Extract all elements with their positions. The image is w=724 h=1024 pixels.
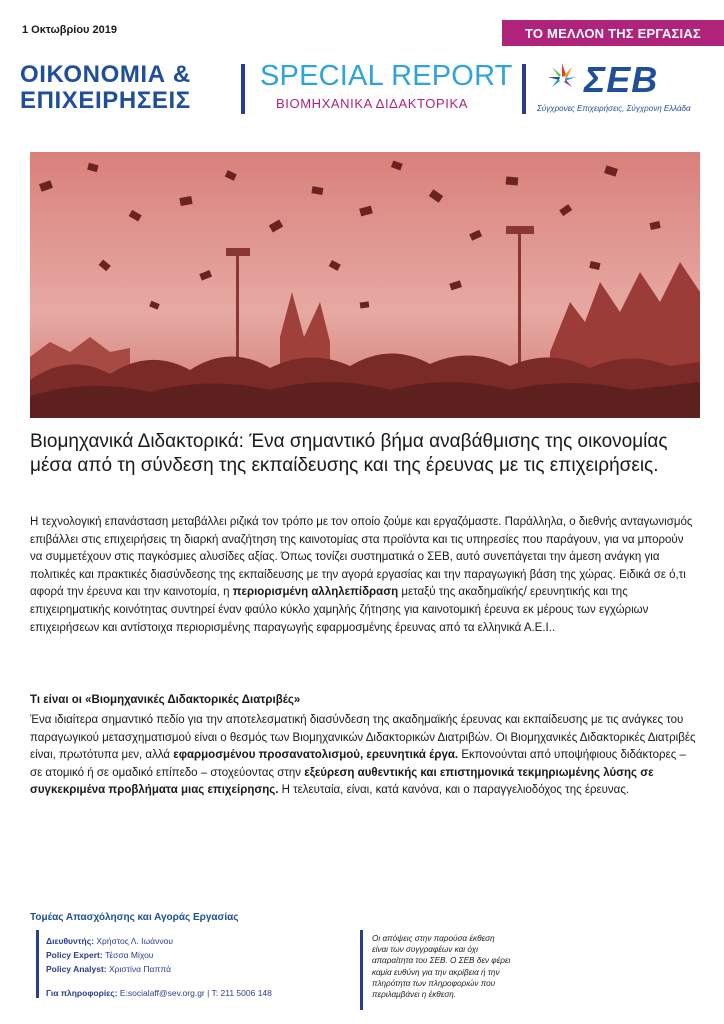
publication-brand: [20, 62, 191, 114]
header-divider: [522, 64, 526, 114]
section-heading: Τι είναι οι «Βιομηχανικές Διδακτορικές Διατριβές»: [30, 694, 301, 706]
analyst-name: Χριστίνα Παππά: [109, 964, 171, 974]
disclaimer-text: Οι απόψεις στην παρούσα έκθεση είναι των συγγραφέων και όχι απαραίτητα του ΣΕΒ. Ο ΣΕΒ δεν φέρει καμία ευθύνη για την ακρίβεια ή την πληρότητα των πληροφοριών που περιλαμβάνει η έκθεση.: [372, 934, 511, 1000]
analyst-label: Policy Analyst:: [46, 964, 107, 974]
intro-text-a: Η τεχνολογική επανάσταση μεταβάλλει ριζικά τον τρόπο με τον οποίο ζούμε και εργαζόμαστε. Παράλληλα, ο διεθνής ανταγωνισμός επιβάλλει στις επιχειρήσεις τη διαρκή αναζήτηση της καινοτομίας στα προϊόντα και τις υπηρεσίες που παράγουν, για να μπορούν να συμμετέχουν στις παγκόσμιες αλυσίδες αξίας. Όπως τονίζει συστηματικά ο ΣΕΒ, αυτό συνεπάγεται την άμεση ανάγκη για πολιτικές και πρακτικές διασύνδεσης της εκπαίδευσης με την αγορά εργασίας και την παραγωγική βάση της χώρας. Ειδικά σε ό,τι αφορά την έρευνα και την καινοτομία, η: [30, 516, 693, 599]
section-text-c: Η τελευταία, είναι, κατά κανόνα, και ο παραγγελιοδόχος της έρευνας.: [278, 784, 630, 797]
brand-line-1: ΟΙΚΟΝΟΜΙΑ &: [20, 61, 191, 88]
section-paragraph: [30, 712, 698, 800]
section-text-a: Ένα ιδιαίτερα σημαντικό πεδίο για την αποτελεσματική διασύνδεση της ακαδημαϊκής έρευνας και εκπαίδευσης με τις ανάγκες του παραγωγικού μετασχηματισμού είναι ο θεσμός των Βιομηχανικών Διδακτορικών Διατριβών. Οι Βιομηχανικές Διδακτορικές Διατριβές είναι, πρωτότυπα μεν, αλλά: [30, 714, 696, 762]
report-subtitle: ΒΙΟΜΗΧΑΝΙΚΑ ΔΙΔΑΚΤΟΡΙΚΑ: [276, 96, 469, 111]
expert-name: Τέσσα Μίχου: [105, 950, 154, 960]
article-headline: Βιομηχανικά Διδακτορικά: Ένα σημαντικό βήμα αναβάθμισης της οικονομίας μέσα από τη σύνδεση της εκπαίδευσης και της έρευνας με τις επιχειρήσεις.: [30, 431, 668, 476]
director-label: Διευθυντής:: [46, 936, 94, 946]
brand-line-2: ΕΠΙΧΕΙΡΗΣΕΙΣ: [20, 87, 191, 114]
intro-text-b: μεταξύ της ακαδημαϊκής/ ερευνητικής και της επιχειρηματικής κοινότητας συντηρεί έναν φαύλο κύκλο χαμηλής ζήτησης για καινοτομική έρευνα εκ μέρους των εγχώριων επιχειρήσεων και αντίστοιχα περιορισμένης παραγωγής εφαρμοσμένης έρευνας από τα ελληνικά Α.Ε.Ι..: [30, 586, 649, 634]
intro-emphasis: περιορισμένη αλληλεπίδραση: [232, 586, 399, 599]
intro-paragraph: [30, 514, 698, 637]
section-emphasis-2: εξεύρεση αυθεντικής και επιστημονικά τεκμηριωμένης λύσης σε συγκεκριμένα προβλήματα μιας επιχείρησης.: [30, 766, 654, 797]
expert-line: [46, 950, 153, 960]
info-line: [46, 988, 272, 998]
info-label: Για πληροφορίες:: [46, 988, 118, 998]
director-line: [46, 936, 173, 946]
contact-divider: [36, 930, 39, 998]
expert-label: Policy Expert:: [46, 950, 103, 960]
sev-tagline: Σύγχρονες Επιχειρήσεις, Σύγχρονη Ελλάδα: [537, 104, 691, 113]
contact-details[interactable]: E:socialaff@sev.org.gr | T: 211 5006 148: [119, 988, 272, 998]
sev-logo-text: ΣΕΒ: [584, 59, 659, 100]
director-name: Χρήστος Λ. Ιωάννου: [96, 936, 173, 946]
disclaimer-divider: [360, 930, 363, 1010]
header-divider: [241, 64, 245, 114]
section-text-b: Εκπονούνται από υποψήφιους διδάκτορες – σε ατομικό ή σε ομαδικό επίπεδο – στοχεύοντας στην: [30, 749, 686, 779]
special-report-title: SPECIAL REPORT: [260, 60, 513, 92]
department-name: Τομέας Απασχόλησης και Αγοράς Εργασίας: [30, 912, 239, 923]
graduation-hero-image: [30, 152, 700, 418]
issue-date: 1 Οκτωβρίου 2019: [22, 24, 117, 36]
analyst-line: [46, 964, 171, 974]
section-emphasis-1: εφαρμοσμένου προσανατολισμού, ερευνητικά έργα.: [173, 749, 459, 762]
series-badge: ΤΟ ΜΕΛΛΟΝ ΤΗΣ ΕΡΓΑΣΙΑΣ: [502, 20, 724, 46]
